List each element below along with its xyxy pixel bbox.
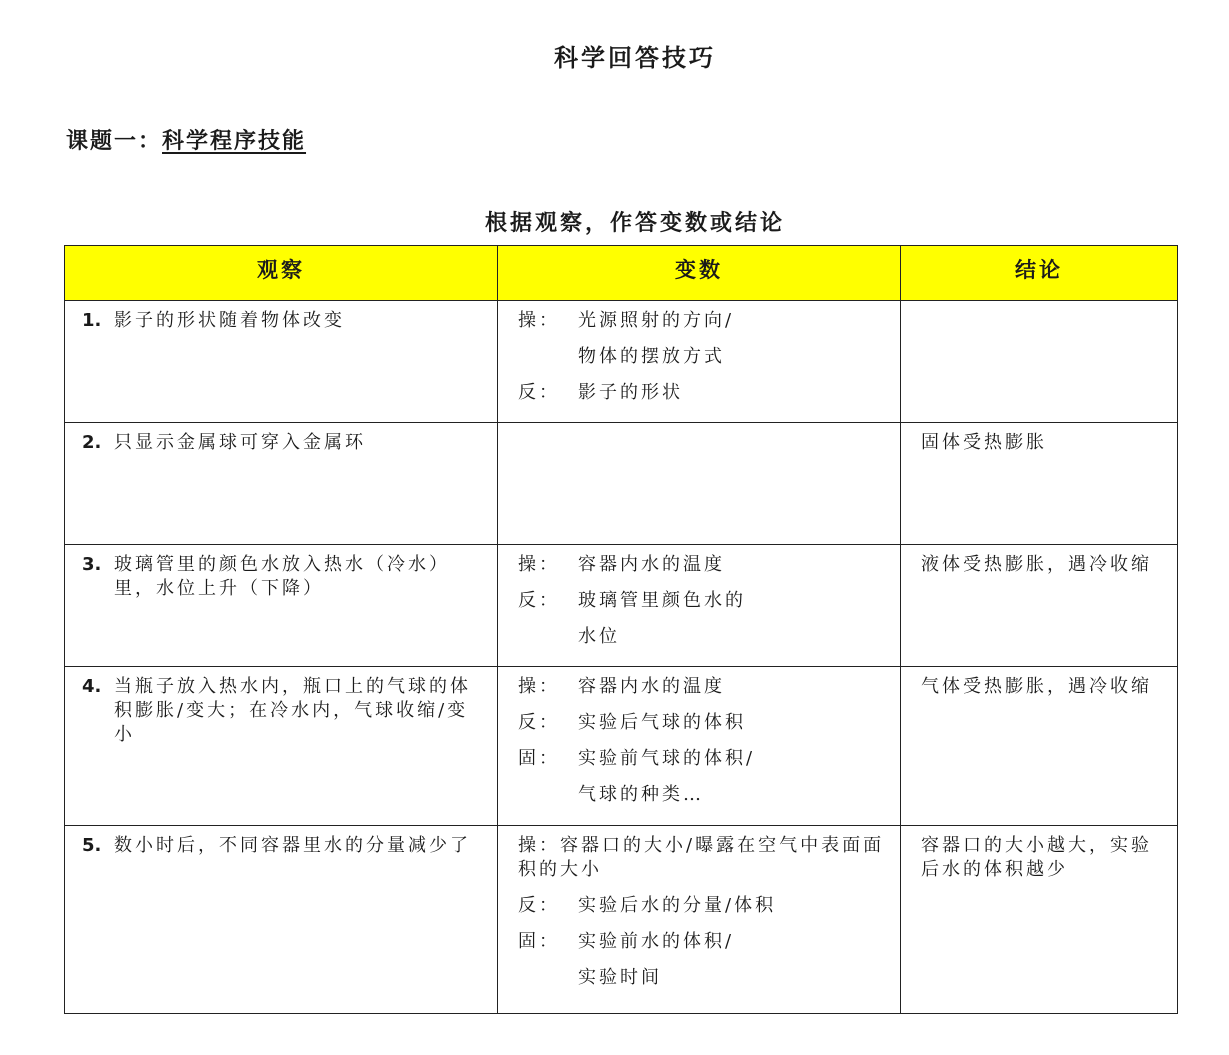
conclusion-text: 液体受热膨胀，遇冷收缩 — [921, 554, 1152, 575]
answer-table — [64, 245, 1178, 1014]
observation-text: 数小时后，不同容器里水的分量减少了 — [114, 835, 471, 856]
conclusion-cell — [901, 545, 1178, 667]
observation-text: 影子的形状随着物体改变 — [114, 310, 345, 331]
observation-cell — [65, 423, 498, 545]
conclusion-text — [901, 301, 1177, 309]
variable-value: 容器内水的温度 — [578, 676, 725, 697]
header-conclusion: 结论 — [901, 246, 1178, 301]
variable-continuation: 水位 — [578, 626, 620, 647]
header-variable: 变数 — [498, 246, 901, 301]
variable-cell — [498, 423, 901, 545]
row-number: 2. — [82, 432, 102, 453]
variable-key: 固： — [518, 931, 560, 952]
table-row — [65, 667, 1178, 826]
topic-heading — [66, 124, 306, 155]
table-row — [65, 301, 1178, 423]
variable-cell — [498, 545, 901, 667]
table-row — [65, 826, 1178, 1014]
variable-value: 玻璃管里颜色水的 — [578, 590, 746, 611]
observation-text: 玻璃管里的颜色水放入热水（冷水）里，水位上升（下降） — [114, 554, 450, 599]
observation-cell — [65, 667, 498, 826]
conclusion-cell — [901, 423, 1178, 545]
variable-value: 影子的形状 — [578, 382, 683, 403]
table-subtitle: 根据观察，作答变数或结论 — [484, 210, 785, 236]
row-number: 3. — [82, 554, 102, 575]
variable-key: 反： — [518, 712, 560, 733]
variable-key: 操： — [518, 676, 560, 697]
conclusion-text: 气体受热膨胀，遇冷收缩 — [921, 676, 1152, 697]
page-title: 科学回答技巧 — [554, 43, 716, 72]
variable-key: 反： — [518, 590, 560, 611]
conclusion-text: 容器口的大小越大，实验后水的体积越少 — [921, 835, 1152, 880]
observation-text: 当瓶子放入热水内，瓶口上的气球的体积膨胀/变大；在冷水内，气球收缩/变小 — [114, 676, 471, 745]
row-number: 4. — [82, 676, 102, 697]
row-number: 1. — [82, 310, 102, 331]
variable-continuation: 物体的摆放方式 — [578, 346, 725, 367]
conclusion-cell — [901, 826, 1178, 1014]
conclusion-cell — [901, 667, 1178, 826]
variable-cell — [498, 826, 901, 1014]
table-row — [65, 423, 1178, 545]
variable-continuation: 实验时间 — [578, 967, 662, 988]
variable-key: 操： — [518, 310, 560, 331]
variable-key: 反： — [518, 382, 560, 403]
variable-value: 光源照射的方向/ — [578, 310, 735, 331]
conclusion-text: 固体受热膨胀 — [921, 432, 1047, 453]
variable-value: 实验后水的分量/体积 — [578, 895, 777, 916]
conclusion-cell — [901, 301, 1178, 423]
variable-value: 操：容器口的大小/曝露在空气中表面面积的大小 — [518, 835, 885, 880]
observation-cell — [65, 301, 498, 423]
variable-continuation: 气球的种类… — [578, 784, 704, 805]
variable-value: 实验后气球的体积 — [578, 712, 746, 733]
table-row — [65, 545, 1178, 667]
variable-key: 反： — [518, 895, 560, 916]
variable-key: 固： — [518, 748, 560, 769]
topic-prefix: 课题一： — [66, 128, 163, 154]
observation-text: 只显示金属球可穿入金属环 — [114, 432, 366, 453]
variable-value: 实验前气球的体积/ — [578, 748, 756, 769]
variable-key: 操： — [518, 554, 560, 575]
variable-cell — [498, 667, 901, 826]
observation-cell — [65, 545, 498, 667]
variable-cell — [498, 301, 901, 423]
observation-cell — [65, 826, 498, 1014]
table-header-row — [65, 246, 1178, 301]
row-number: 5. — [82, 835, 102, 856]
variable-value: 实验前水的体积/ — [578, 931, 735, 952]
header-observation: 观察 — [65, 246, 498, 301]
topic-name: 科学程序技能 — [162, 128, 307, 154]
variable-value: 容器内水的温度 — [578, 554, 725, 575]
